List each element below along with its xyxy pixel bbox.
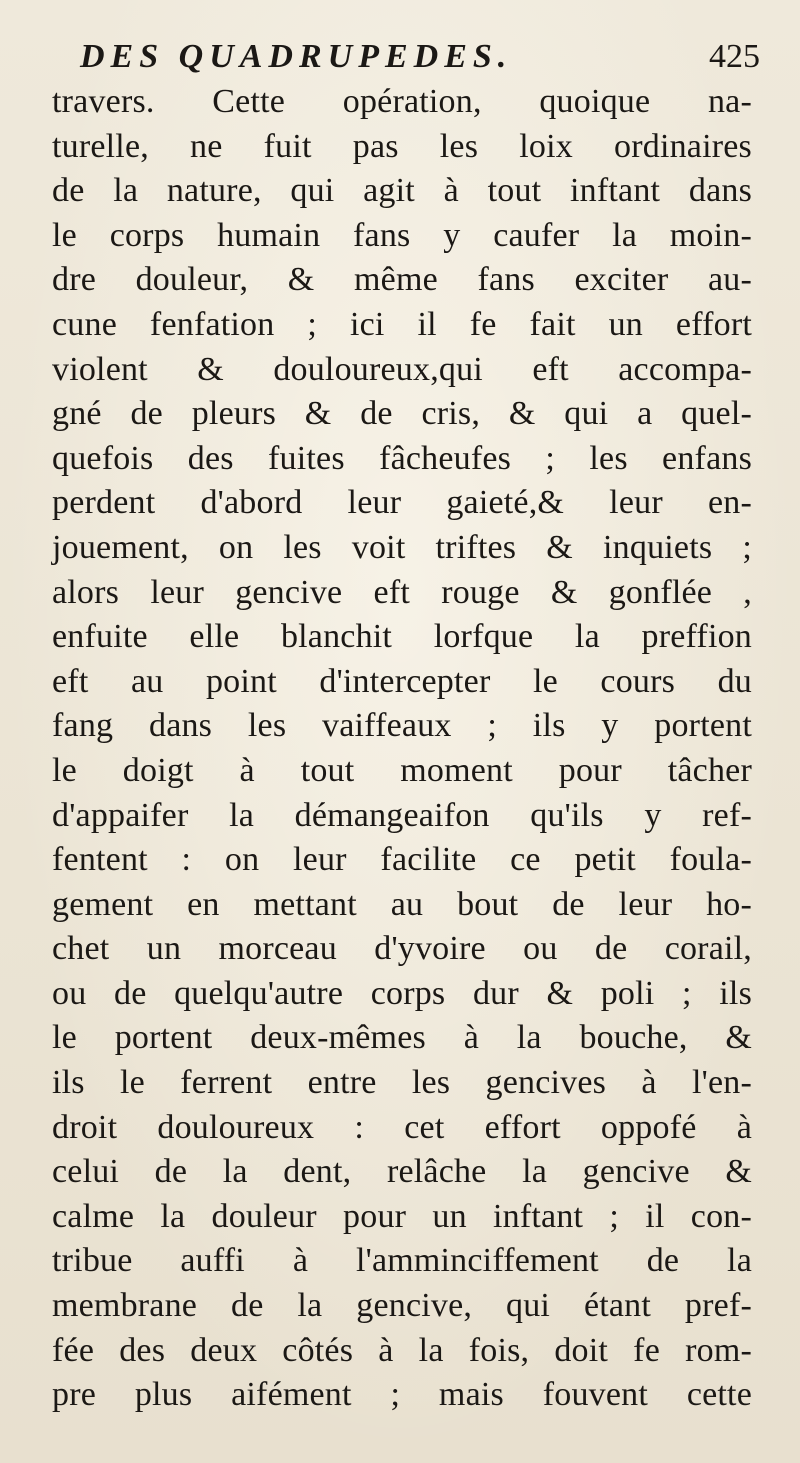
text-line: ils le ferrent entre les gencives à l'en-	[52, 1064, 752, 1102]
page-number: 425	[709, 38, 760, 75]
text-line: quefois des fuites fâcheufes ; les enfans	[52, 439, 752, 477]
text-line: tribue auffi à l'amminciffement de la	[52, 1242, 752, 1280]
text-line: fang dans les vaiffeaux ; ils y portent	[52, 707, 752, 745]
text-line: droit douloureux : cet effort oppofé à	[52, 1108, 752, 1146]
text-line: cune fenfation ; ici il fe fait un effort	[52, 305, 752, 343]
text-line: calme la douleur pour un inftant ; il con-	[52, 1197, 752, 1235]
text-line: chet un morceau d'yvoire ou de corail,	[52, 930, 752, 968]
text-line: membrane de la gencive, qui étant pref-	[52, 1287, 752, 1325]
text-line: turelle, ne fuit pas les loix ordinaires	[52, 127, 752, 165]
text-line: eft au point d'intercepter le cours du	[52, 662, 752, 700]
text-line: celui de la dent, relâche la gencive &	[52, 1153, 752, 1191]
text-line: le corps humain fans y caufer la moin-	[52, 216, 752, 254]
text-line: de la nature, qui agit à tout inftant dans	[52, 172, 752, 210]
text-line: fentent : on leur facilite ce petit foula-	[52, 841, 752, 879]
text-line: travers. Cette opération, quoique na-	[52, 83, 752, 120]
text-line: dre douleur, & même fans exciter au-	[52, 261, 752, 299]
text-line: le doigt à tout moment pour tâcher	[52, 751, 752, 789]
text-line: pre plus aifément ; mais fouvent cette	[52, 1376, 752, 1414]
text-line: jouement, on les voit triftes & inquiets ;	[52, 528, 752, 566]
text-line: le portent deux-mêmes à la bouche, &	[52, 1019, 752, 1057]
running-title: DES QUADRUPEDES.	[80, 38, 513, 75]
text-line: fée des deux côtés à la fois, doit fe rom-	[52, 1331, 752, 1369]
text-line: d'appaifer la démangeaifon qu'ils y ref-	[52, 796, 752, 834]
text-line: violent & douloureux,qui eft accompa-	[52, 350, 752, 388]
text-line: ou de quelqu'autre corps dur & poli ; ils	[52, 974, 752, 1012]
text-line: alors leur gencive eft rouge & gonflée ,	[52, 573, 752, 611]
text-line: enfuite elle blanchit lorfque la preffion	[52, 618, 752, 656]
text-line: gement en mettant au bout de leur ho-	[52, 885, 752, 923]
text-line: perdent d'abord leur gaieté,& leur en-	[52, 484, 752, 522]
text-line: gné de pleurs & de cris, & qui a quel-	[52, 395, 752, 433]
body-text	[52, 80, 752, 1418]
